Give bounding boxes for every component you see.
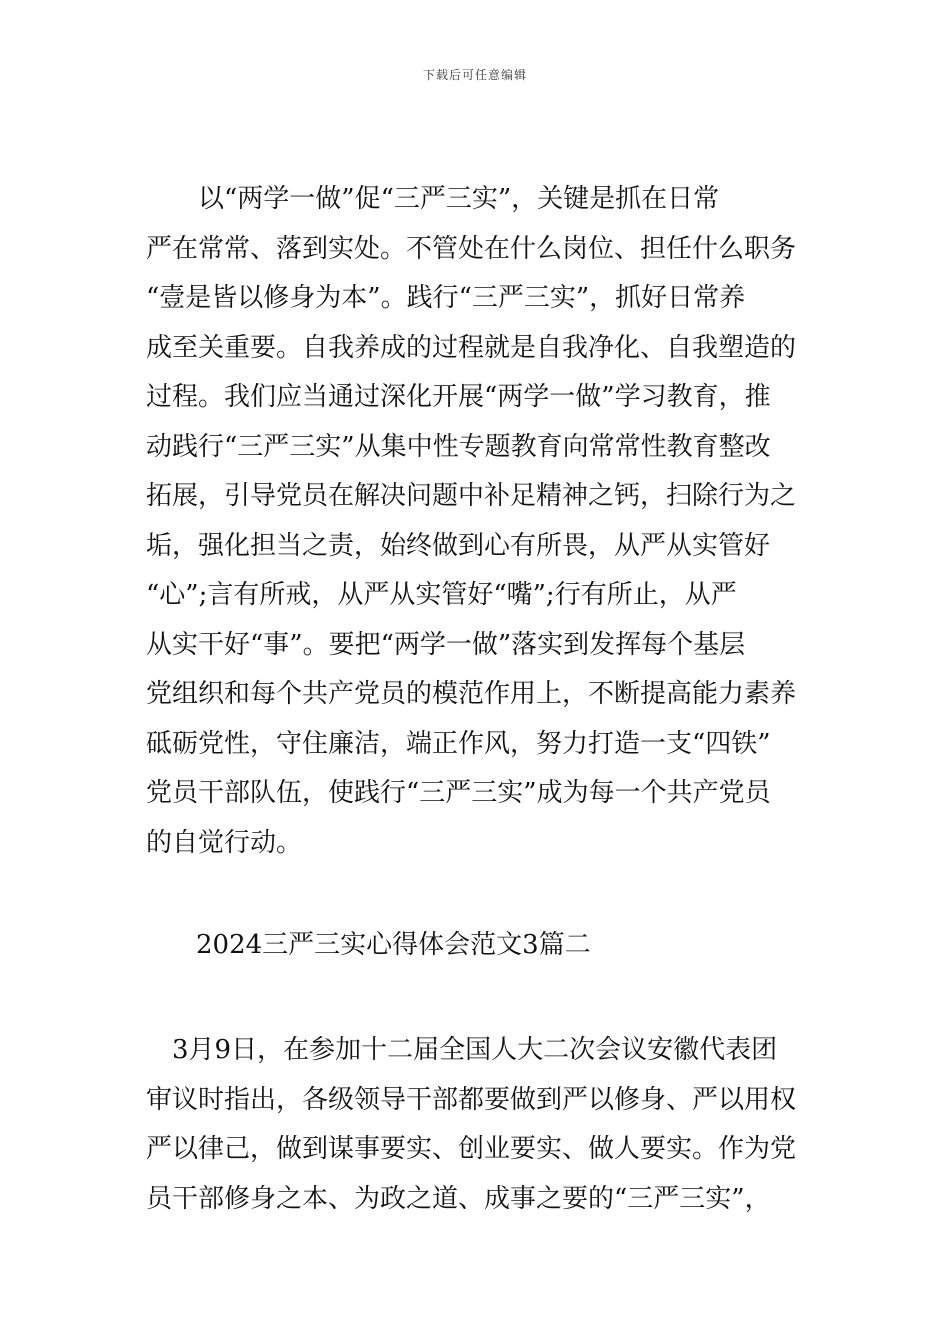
paragraph-line: 过程。我们应当通过深化开展“两学一做”学习教育，推	[146, 382, 771, 412]
paragraph-line: 审议时指出，各级领导干部都要做到严以修身、严以用权	[146, 1084, 797, 1115]
paragraph-line: 3月9日，在参加十二届全国人大二次会议安徽代表团	[146, 1035, 778, 1065]
paragraph-line: “壹是皆以修身为本”。践行“三严三实”，抓好日常养	[146, 283, 746, 313]
paragraph-line: 拓展，引导党员在解决问题中补足精神之钙，扫除行为之	[146, 481, 797, 511]
section-heading: 2024三严三实心得体会范文3篇二	[196, 930, 591, 960]
paragraph-line: 党员干部队伍，使践行“三严三实”成为每一个共产党员	[146, 778, 771, 808]
paragraph-line: 从实干好“事”。要把“两学一做”落实到发挥每个基层	[146, 629, 746, 660]
paragraph-line: 垢，强化担当之责，始终做到心有所畏，从严从实管好	[146, 530, 771, 561]
paragraph-line: 砥砺党性，守住廉洁，端正作风，努力打造一支“四铁”	[146, 728, 771, 759]
paragraph-line: 严以律己，做到谋事要实、创业要实、做人要实。作为党	[146, 1134, 797, 1164]
paragraph-line: 的自觉行动。	[146, 827, 303, 858]
paragraph-line: 成至关重要。自我养成的过程就是自我净化、自我塑造的	[146, 332, 797, 363]
paragraph-line: 严在常常、落到实处。不管处在什么岗位、担任什么职务	[146, 233, 797, 264]
paragraph-1	[146, 175, 808, 868]
paragraph-line: 动践行“三严三实”从集中性专题教育向常常性教育整改	[146, 431, 771, 462]
paragraph-line: 员干部修身之本、为政之道、成事之要的“三严三实”，	[146, 1183, 771, 1214]
paragraph-line: 党组织和每个共产党员的模范作用上，不断提高能力素养	[146, 679, 797, 709]
paragraph-2	[146, 1026, 808, 1224]
paragraph-line: 以“两学一做”促“三严三实”，关键是抓在日常	[146, 184, 720, 214]
page-header: 下载后可任意编辑	[422, 68, 527, 82]
paragraph-line: “心”;言有所戒，从严从实管好“嘴”;行有所止，从严	[146, 580, 737, 610]
